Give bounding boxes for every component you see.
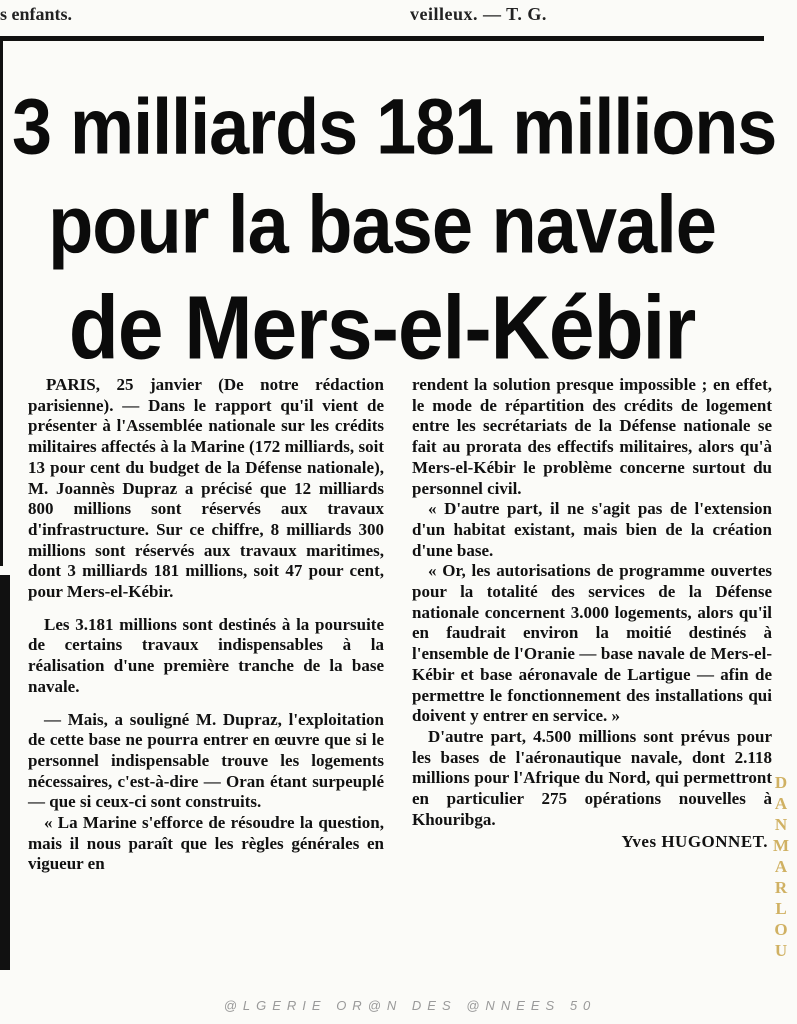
- side-watermark-letter: U: [774, 941, 788, 960]
- fragment-right-text: veilleux. — T. G.: [410, 4, 547, 24]
- left-border-upper: [0, 36, 3, 566]
- previous-article-fragment: [0, 0, 797, 30]
- article-paragraph: PARIS, 25 janvier (De notre rédaction parisienne). — Dans le rapport qu'il vient de présenter à l'Assemblée nationale sur les crédits militaires affectés à la Marine (172 milliards, soit 13 pour cent du budget de la Défense nationale), M. Joannès Dupraz a précisé que 12 milliards 800 millions sont réservés aux travaux d'infrastructure. Sur ce chiffre, 8 milliards 300 millions sont réservés aux travaux maritimes, dont 3 milliards 181 millions, soit 47 pour cent, pour Mers-el-Kébir.: [28, 375, 384, 602]
- article-paragraph: rendent la solution presque impossible ; en effet, le mode de répartition des crédits de logement entre les secrétariats de la Défense nationale se fait au prorata des effectifs militaires, alors qu'à Mers-el-Kébir le problème concerne surtout du personnel civil.: [412, 375, 772, 498]
- side-watermark-letter: A: [774, 857, 788, 876]
- side-watermark-letter: D: [774, 773, 788, 792]
- top-rule: [0, 36, 764, 41]
- side-watermark-letter: A: [774, 794, 788, 813]
- side-watermark-letter: M: [772, 836, 790, 855]
- left-border-lower: [0, 575, 10, 970]
- side-watermark-letter: R: [774, 878, 788, 897]
- headline-line-1: 3 milliards 181 millions: [12, 83, 777, 172]
- article-paragraph: « D'autre part, il ne s'agit pas de l'extension d'un habitat existant, mais bien de la création d'une base.: [412, 499, 772, 560]
- article-paragraph: D'autre part, 4.500 millions sont prévus pour les bases de l'aéronautique navale, dont 2.118 millions pour l'Afrique du Nord, qui permettront en particulier 275 opérations nouvelles à Khouribga.: [412, 726, 772, 829]
- article-paragraph: Les 3.181 millions sont destinés à la poursuite de certains travaux indispensables à la réalisation d'une première tranche de la base navale.: [28, 614, 384, 696]
- side-watermark-letter: O: [774, 920, 788, 939]
- headline: [12, 79, 777, 383]
- headline-line-2: pour la base navale: [48, 179, 716, 271]
- article-column-right: [412, 375, 772, 853]
- author-signature: [412, 832, 772, 853]
- fragment-left-text: s enfants.: [0, 4, 73, 24]
- bottom-watermark: @LGERIE OR@N DES @NNEES 50: [223, 998, 597, 1013]
- article-paragraph: « Or, les autorisations de programme ouvertes pour la totalité des services de la Défense nationale concernent 3.000 logements, alors qu'il en faudrait environ la moitié destinés à l'ensemble de l'Oranie — base navale de Mers-el-Kébir et base aéronavale de Lartigue — afin de permettre le fonctionnement des installations qui doivent y entrer en service. »: [412, 561, 772, 726]
- headline-line-3: de Mers-el-Kébir: [68, 278, 696, 379]
- article-column-left: [28, 375, 384, 875]
- author-name: Yves HUGONNET.: [621, 832, 768, 852]
- side-watermark-letter: N: [774, 815, 788, 834]
- side-watermark: [770, 772, 792, 961]
- article-paragraph: — Mais, a souligné M. Dupraz, l'exploitation de cette base ne pourra entrer en œuvre que si le personnel indispensable trouve les logements nécessaires, c'est-à-dire — Oran étant surpeuplé — que si ceux-ci sont construits.: [28, 709, 384, 812]
- side-watermark-letter: L: [775, 899, 787, 918]
- article-paragraph: « La Marine s'efforce de résoudre la question, mais il nous paraît que les règles générales en vigueur en: [28, 813, 384, 874]
